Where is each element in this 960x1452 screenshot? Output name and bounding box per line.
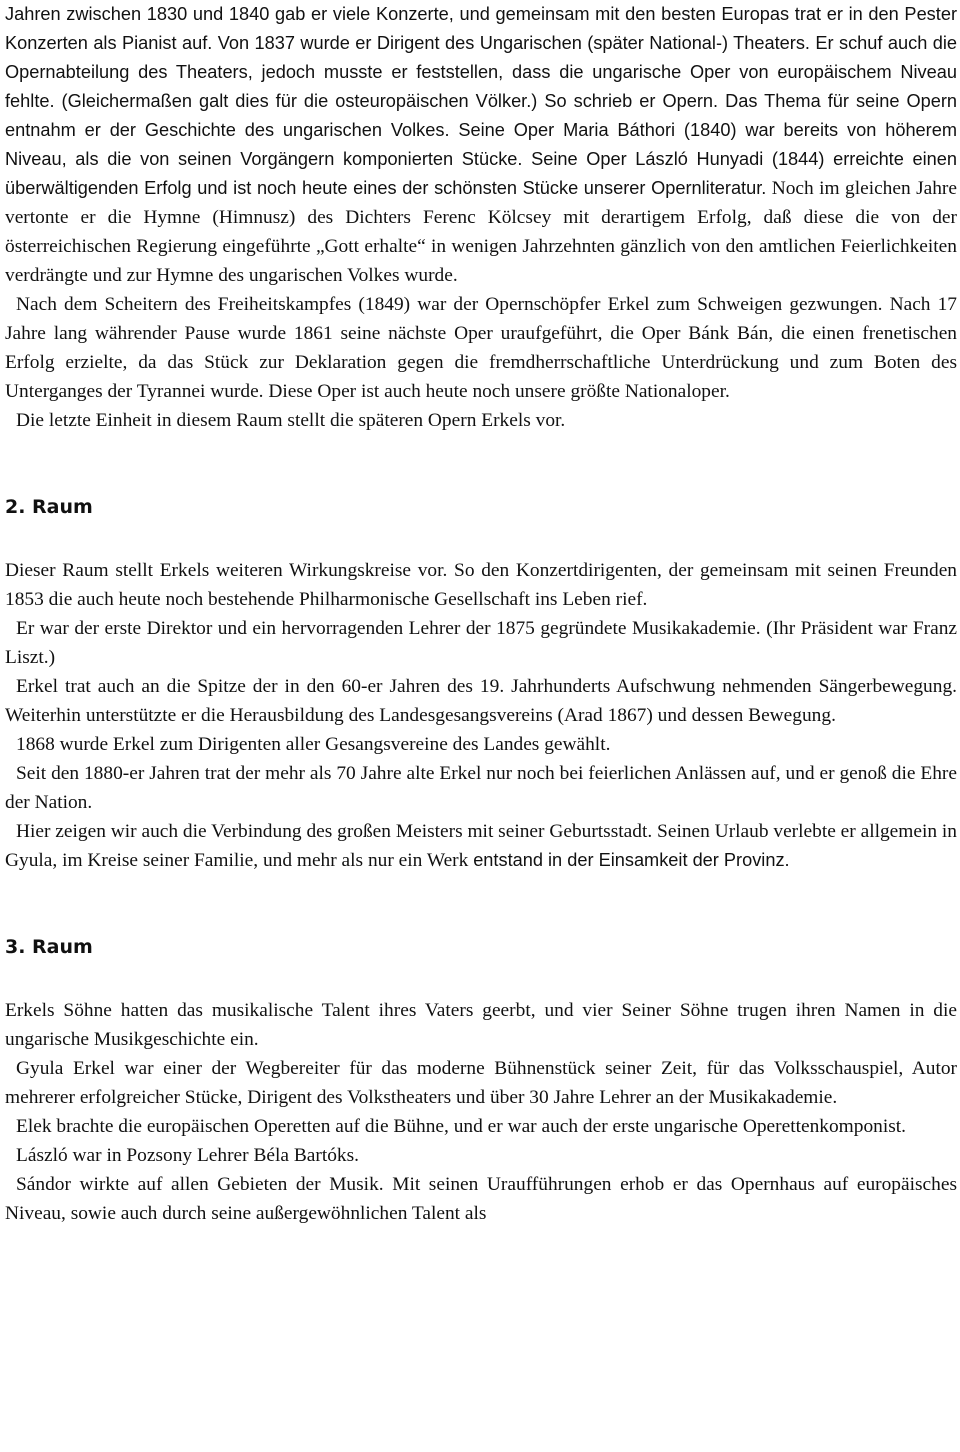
paragraph-raum2-birthplace-serif-part: Hier zeigen wir auch die Verbindung des großen Meisters mit seiner Geburtsstadt. Seinen Urlaub verlebte er allgemein in Gyula, im Kreise seiner Familie, und mehr als nur ein Werk	[5, 821, 957, 871]
paragraph-raum2-academy: Er war der erste Direktor und ein hervorragenden Lehrer der 1875 gegründete Musikakademie. (Ihr Präsident war Franz Liszt.)	[5, 618, 957, 668]
paragraph-raum3-laszlo: László war in Pozsony Lehrer Béla Bartóks.	[16, 1145, 360, 1166]
paragraph-raum2-birthplace-sans-part: entstand in der Einsamkeit der Provinz.	[473, 850, 790, 870]
paragraph-opera-history	[5, 0, 957, 290]
spacer	[5, 962, 957, 996]
paragraph-raum3-elek: Elek brachte die europäischen Operetten auf die Bühne, und er war auch der erste ungarische Operettenkomponist.	[16, 1116, 906, 1137]
paragraph-freedom-fight: Nach dem Scheitern des Freiheitskampfes (1849) war der Opernschöpfer Erkel zum Schweigen gezwungen. Nach 17 Jahre lang währender Pause wurde 1861 seine nächste Oper uraufgeführt, die Oper Bánk Bán, die einen frenetischen Erfolg erzielte, da das Stück zur Deklaration gegen die fremdherrschaftliche Unterdrückung und zum Boten des Unterganges der Tyrannei wurde. Diese Oper ist auch heute noch unsere größte Nationaloper.	[5, 294, 957, 402]
paragraph-raum2-conductor: 1868 wurde Erkel zum Dirigenten aller Gesangsvereine des Landes gewählt.	[16, 734, 611, 755]
paragraph-raum3-sons: Erkels Söhne hatten das musikalische Talent ihres Vaters geerbt, und vier Seiner Söhne trugen ihren Namen in die ungarische Musikgeschichte ein.	[5, 1000, 957, 1050]
paragraph-raum2-later-years: Seit den 1880-er Jahren trat der mehr als 70 Jahre alte Erkel nur noch bei feierlichen Anlässen auf, und er genoß die Ehre der Nation.	[5, 763, 957, 813]
document-page	[5, 0, 957, 1228]
spacer	[5, 522, 957, 556]
paragraph-raum2-birthplace	[5, 817, 957, 875]
section-heading-raum-2: 2. Raum	[5, 496, 93, 518]
spacer	[5, 435, 957, 493]
paragraph-raum3-sandor: Sándor wirkte auf allen Gebieten der Musik. Mit seinen Uraufführungen erhob er das Opernhaus auf europäisches Niveau, sowie auch durch seine außergewöhnlichen Talent als	[5, 1174, 957, 1224]
paragraph-opera-history-serif-part: Noch im gleichen Jahre vertonte er die Hymne (Himnusz) des Dichters Ferenc Kölcsey mit derartigem Erfolg, daß diese die von der österreichischen Regierung eingeführte „Gott erhalte“ in wenigen Jahrzehnten gänzlich von den amtlichen Feierlichkeiten verdrängte und zur Hymne des ungarischen Volkes wurde.	[5, 178, 957, 286]
section-heading-raum-3: 3. Raum	[5, 936, 93, 958]
paragraph-raum3-gyula: Gyula Erkel war einer der Wegbereiter für das moderne Bühnenstück seiner Zeit, für das Volksschauspiel, Autor mehrerer erfolgreicher Stücke, Dirigent des Volkstheaters und über 30 Jahre Lehrer an der Musikakademie.	[5, 1058, 957, 1108]
paragraph-raum2-intro: Dieser Raum stellt Erkels weiteren Wirkungskreise vor. So den Konzertdirigenten, der gemeinsam mit seinen Freunden 1853 die auch heute noch bestehende Philharmonische Gesellschaft ins Leben rief.	[5, 560, 957, 610]
paragraph-later-operas: Die letzte Einheit in diesem Raum stellt die späteren Opern Erkels vor.	[16, 410, 566, 431]
paragraph-opera-history-sans-part: Jahren zwischen 1830 und 1840 gab er viele Konzerte, und gemeinsam mit den besten Europas trat er in den Pester Konzerten als Pianist auf. Von 1837 wurde er Dirigent des Ungarischen (später National-) Theaters. Er schuf auch die Opernabteilung des Theaters, jedoch musste er feststellen, dass die ungarische Oper von europäischem Niveau fehlte. (Gleichermaßen galt dies für die osteuropäischen Völker.) So schrieb er Opern. Das Thema für seine Opern entnahm er der Geschichte des ungarischen Volkes. Seine Oper Maria Báthori (1840) war bereits von höherem Niveau, als die von seinen Vorgängern komponierten Stücke. Seine Oper László Hunyadi (1844) erreichte einen überwältigenden Erfolg und ist noch heute eines der schönsten Stücke unserer Opernliteratur.	[5, 4, 957, 198]
spacer	[5, 875, 957, 933]
paragraph-raum2-singers: Erkel trat auch an die Spitze der in den 60-er Jahren des 19. Jahrhunderts Aufschwung nehmenden Sängerbewegung. Weiterhin unterstützte er die Herausbildung des Landesgesangsvereins (Arad 1867) und dessen Bewegung.	[5, 676, 957, 726]
